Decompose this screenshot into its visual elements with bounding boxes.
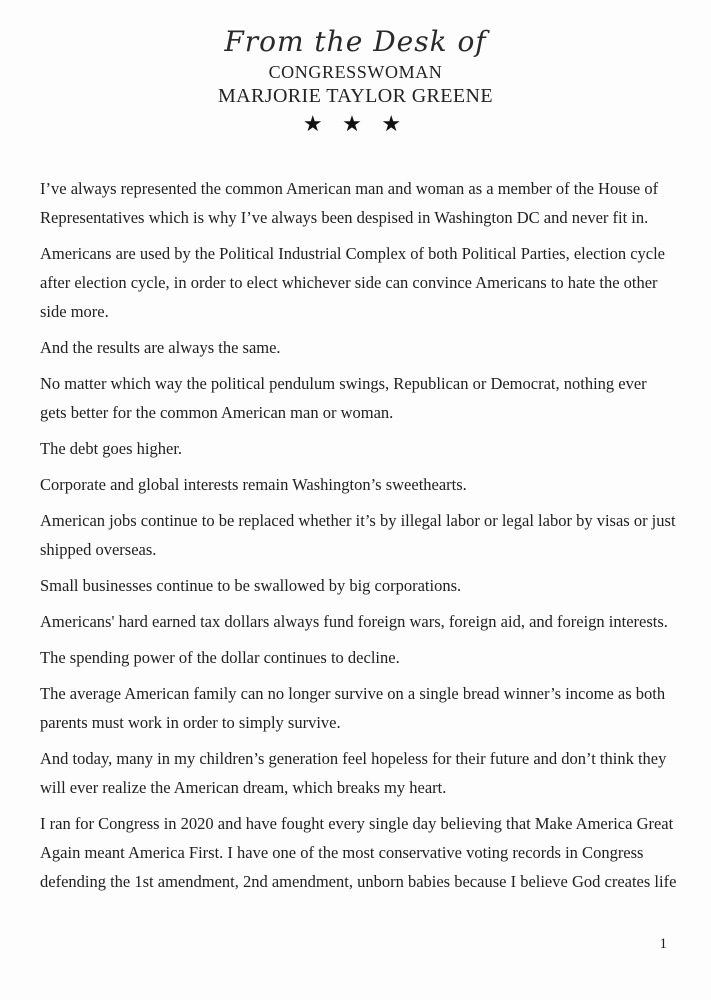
paragraph: Small businesses continue to be swallowed by big corporations. (40, 576, 462, 595)
paragraph: The average American family can no longer survive on a single bread winner’s income as both parents must work in order to simply survive. (40, 684, 666, 732)
letterhead-title-congresswoman: CONGRESSWOMAN (268, 62, 443, 82)
paragraph: Americans are used by the Political Industrial Complex of both Political Parties, election cycle after election cycle, in order to elect whichever side can convince Americans to hate the other side more. (40, 244, 666, 321)
paragraph: The spending power of the dollar continues to decline. (40, 648, 400, 667)
page-number: 1 (659, 936, 667, 952)
paragraph: And the results are always the same. (40, 338, 281, 357)
paragraph: I’ve always represented the common American man and woman as a member of the House of Representatives which is why I’ve always been despised in Washington DC and never fit in. (40, 179, 659, 227)
letterhead (0, 0, 711, 137)
letterhead-name-marjorie-taylor-greene: MARJORIE TAYLOR GREENE (218, 85, 493, 107)
paragraph: American jobs continue to be replaced whether it’s by illegal labor or legal labor by visas or just shipped overseas. (40, 511, 676, 559)
paragraph: No matter which way the political pendulum swings, Republican or Democrat, nothing ever gets better for the common American man or woman. (40, 374, 647, 422)
paragraph: And today, many in my children’s generation feel hopeless for their future and don’t think they will ever realize the American dream, which breaks my heart. (40, 749, 667, 797)
paragraph: Corporate and global interests remain Washington’s sweethearts. (40, 475, 467, 494)
stars-icon: ★ ★ ★ (302, 111, 409, 136)
paragraph: I ran for Congress in 2020 and have fought every single day believing that Make America Great Again meant America First. I have one of the most conservative voting records in Congress defending the 1st amendment, 2nd amendment, unborn babies because I believe God creates life (40, 814, 677, 891)
letterhead-script-line: From the Desk of (224, 25, 487, 58)
paragraph: Americans' hard earned tax dollars always fund foreign wars, foreign aid, and foreign interests. (40, 612, 668, 631)
paragraph: The debt goes higher. (40, 439, 183, 458)
letter-body (40, 174, 677, 896)
